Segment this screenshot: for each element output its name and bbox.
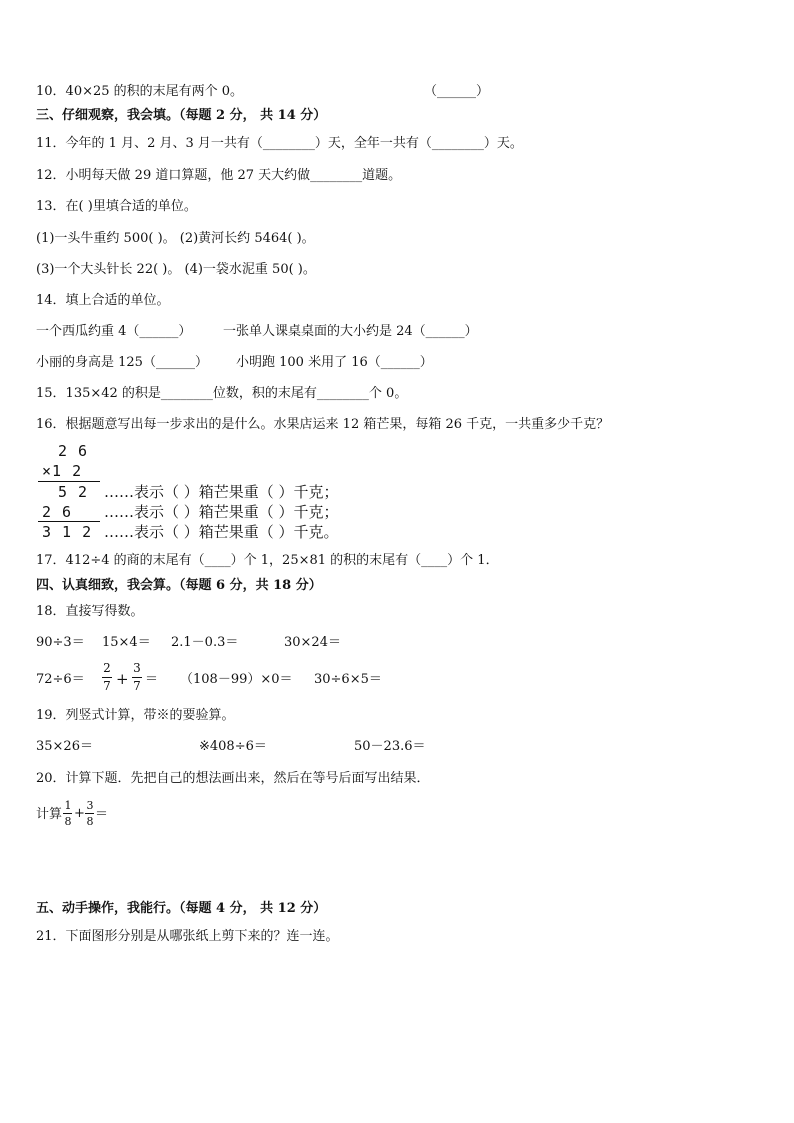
q21-text: 21．下面图形分别是从哪张纸上剪下来的？连一连。 [36,929,339,944]
q16-note-2: ……表示（ ）箱芒果重（ ）千克； [104,503,339,521]
fraction-denominator: 7 [133,679,141,693]
q18-item: 30÷6×5＝ [314,672,382,687]
equals-sign: ＝ [95,807,109,822]
fraction-numerator: 1 [64,799,72,812]
q20-text: 20．计算下题．先把自己的想法画出来，然后在等号后面写出结果． [36,771,430,786]
section-4-title: 四、认真细致，我会算。（每题 6 分，共 18 分） [36,578,322,593]
fraction-bar [132,677,142,678]
section-3-title: 三、仔细观察，我会填。（每题 2 分， 共 14 分） [36,108,327,123]
q13-line-2: (3)一个大头针长 22( )。 (4)一袋水泥重 50( )。 [36,262,316,277]
q10-answer-blank[interactable]: （______） [424,84,490,99]
fraction-bar [85,813,94,814]
q10-text: 10．40×25 的积的末尾有两个 0。 [36,84,244,99]
q12-text: 12．小明每天做 29 道口算题，他 27 天大约做________道题。 [36,168,402,183]
fraction-denominator: 7 [103,679,111,693]
q13-line-1: (1)一头牛重约 500( )。 (2)黄河长约 5464( )。 [36,231,315,246]
fraction-numerator: 3 [133,661,141,675]
q19-item: 50－23.6＝ [354,739,426,754]
vertical-product: 3 1 2 [42,523,93,541]
q19-item: ※408÷6＝ [199,739,267,754]
fraction-denominator: 8 [64,815,72,828]
q18-item: 15×4＝ [102,635,151,650]
q11-text: 11．今年的 1 月、2 月、3 月一共有（________）天，全年一共有（________）天。 [36,136,523,151]
vertical-multiplicand: 2 6 [58,442,89,460]
vertical-rule-1 [38,481,100,482]
q18-item: （108－99）×0＝ [180,672,293,687]
vertical-multiplier: ×1 2 [42,462,83,480]
plus-sign: + [74,806,85,821]
q18-item: 72÷6＝ [36,672,85,687]
fraction-numerator: 2 [103,661,111,675]
fraction-bar [102,677,112,678]
vertical-rule-2 [38,521,100,522]
q14-text: 14．填上合适的单位。 [36,293,170,308]
vertical-partial-2: 2 6 [42,503,73,521]
q18-item: 90÷3＝ [36,635,85,650]
q17-text: 17．412÷4 的商的末尾有（____）个 1，25×81 的积的末尾有（____）个 1． [36,553,499,568]
equals-sign: ＝ [145,672,159,687]
q16-text: 16．根据题意写出每一步求出的是什么。水果店运来 12 箱芒果，每箱 26 千克，一共重多少千克？ [36,417,610,432]
q18-item: 30×24＝ [284,635,341,650]
fraction-numerator: 3 [86,799,94,812]
q14-item-height: 小丽的身高是 125（______） [36,355,208,370]
plus-sign: + [116,670,129,688]
q15-text: 15．135×42 的积是________位数，积的末尾有________个 0。 [36,386,408,401]
q16-note-1: ……表示（ ）箱芒果重（ ）千克； [104,483,339,501]
q18-text: 18．直接写得数。 [36,604,144,619]
fraction-denominator: 8 [86,815,94,828]
q13-text: 13．在( )里填合适的单位。 [36,199,197,214]
q19-text: 19．列竖式计算，带※的要验算。 [36,708,235,723]
q14-item-desk: 一张单人课桌桌面的大小约是 24（______） [223,324,478,339]
section-5-title: 五、动手操作，我能行。（每题 4 分， 共 12 分） [36,901,327,916]
q19-item: 35×26＝ [36,739,93,754]
q14-item-run: 小明跑 100 米用了 16（______） [236,355,433,370]
q20-label: 计算 [36,807,63,822]
fraction-bar [63,813,72,814]
vertical-partial-1: 5 2 [58,483,89,501]
q16-note-3: ……表示（ ）箱芒果重（ ）千克。 [104,523,339,541]
q14-item-watermelon: 一个西瓜约重 4（______） [36,324,192,339]
q18-item: 2.1－0.3＝ [171,635,239,650]
